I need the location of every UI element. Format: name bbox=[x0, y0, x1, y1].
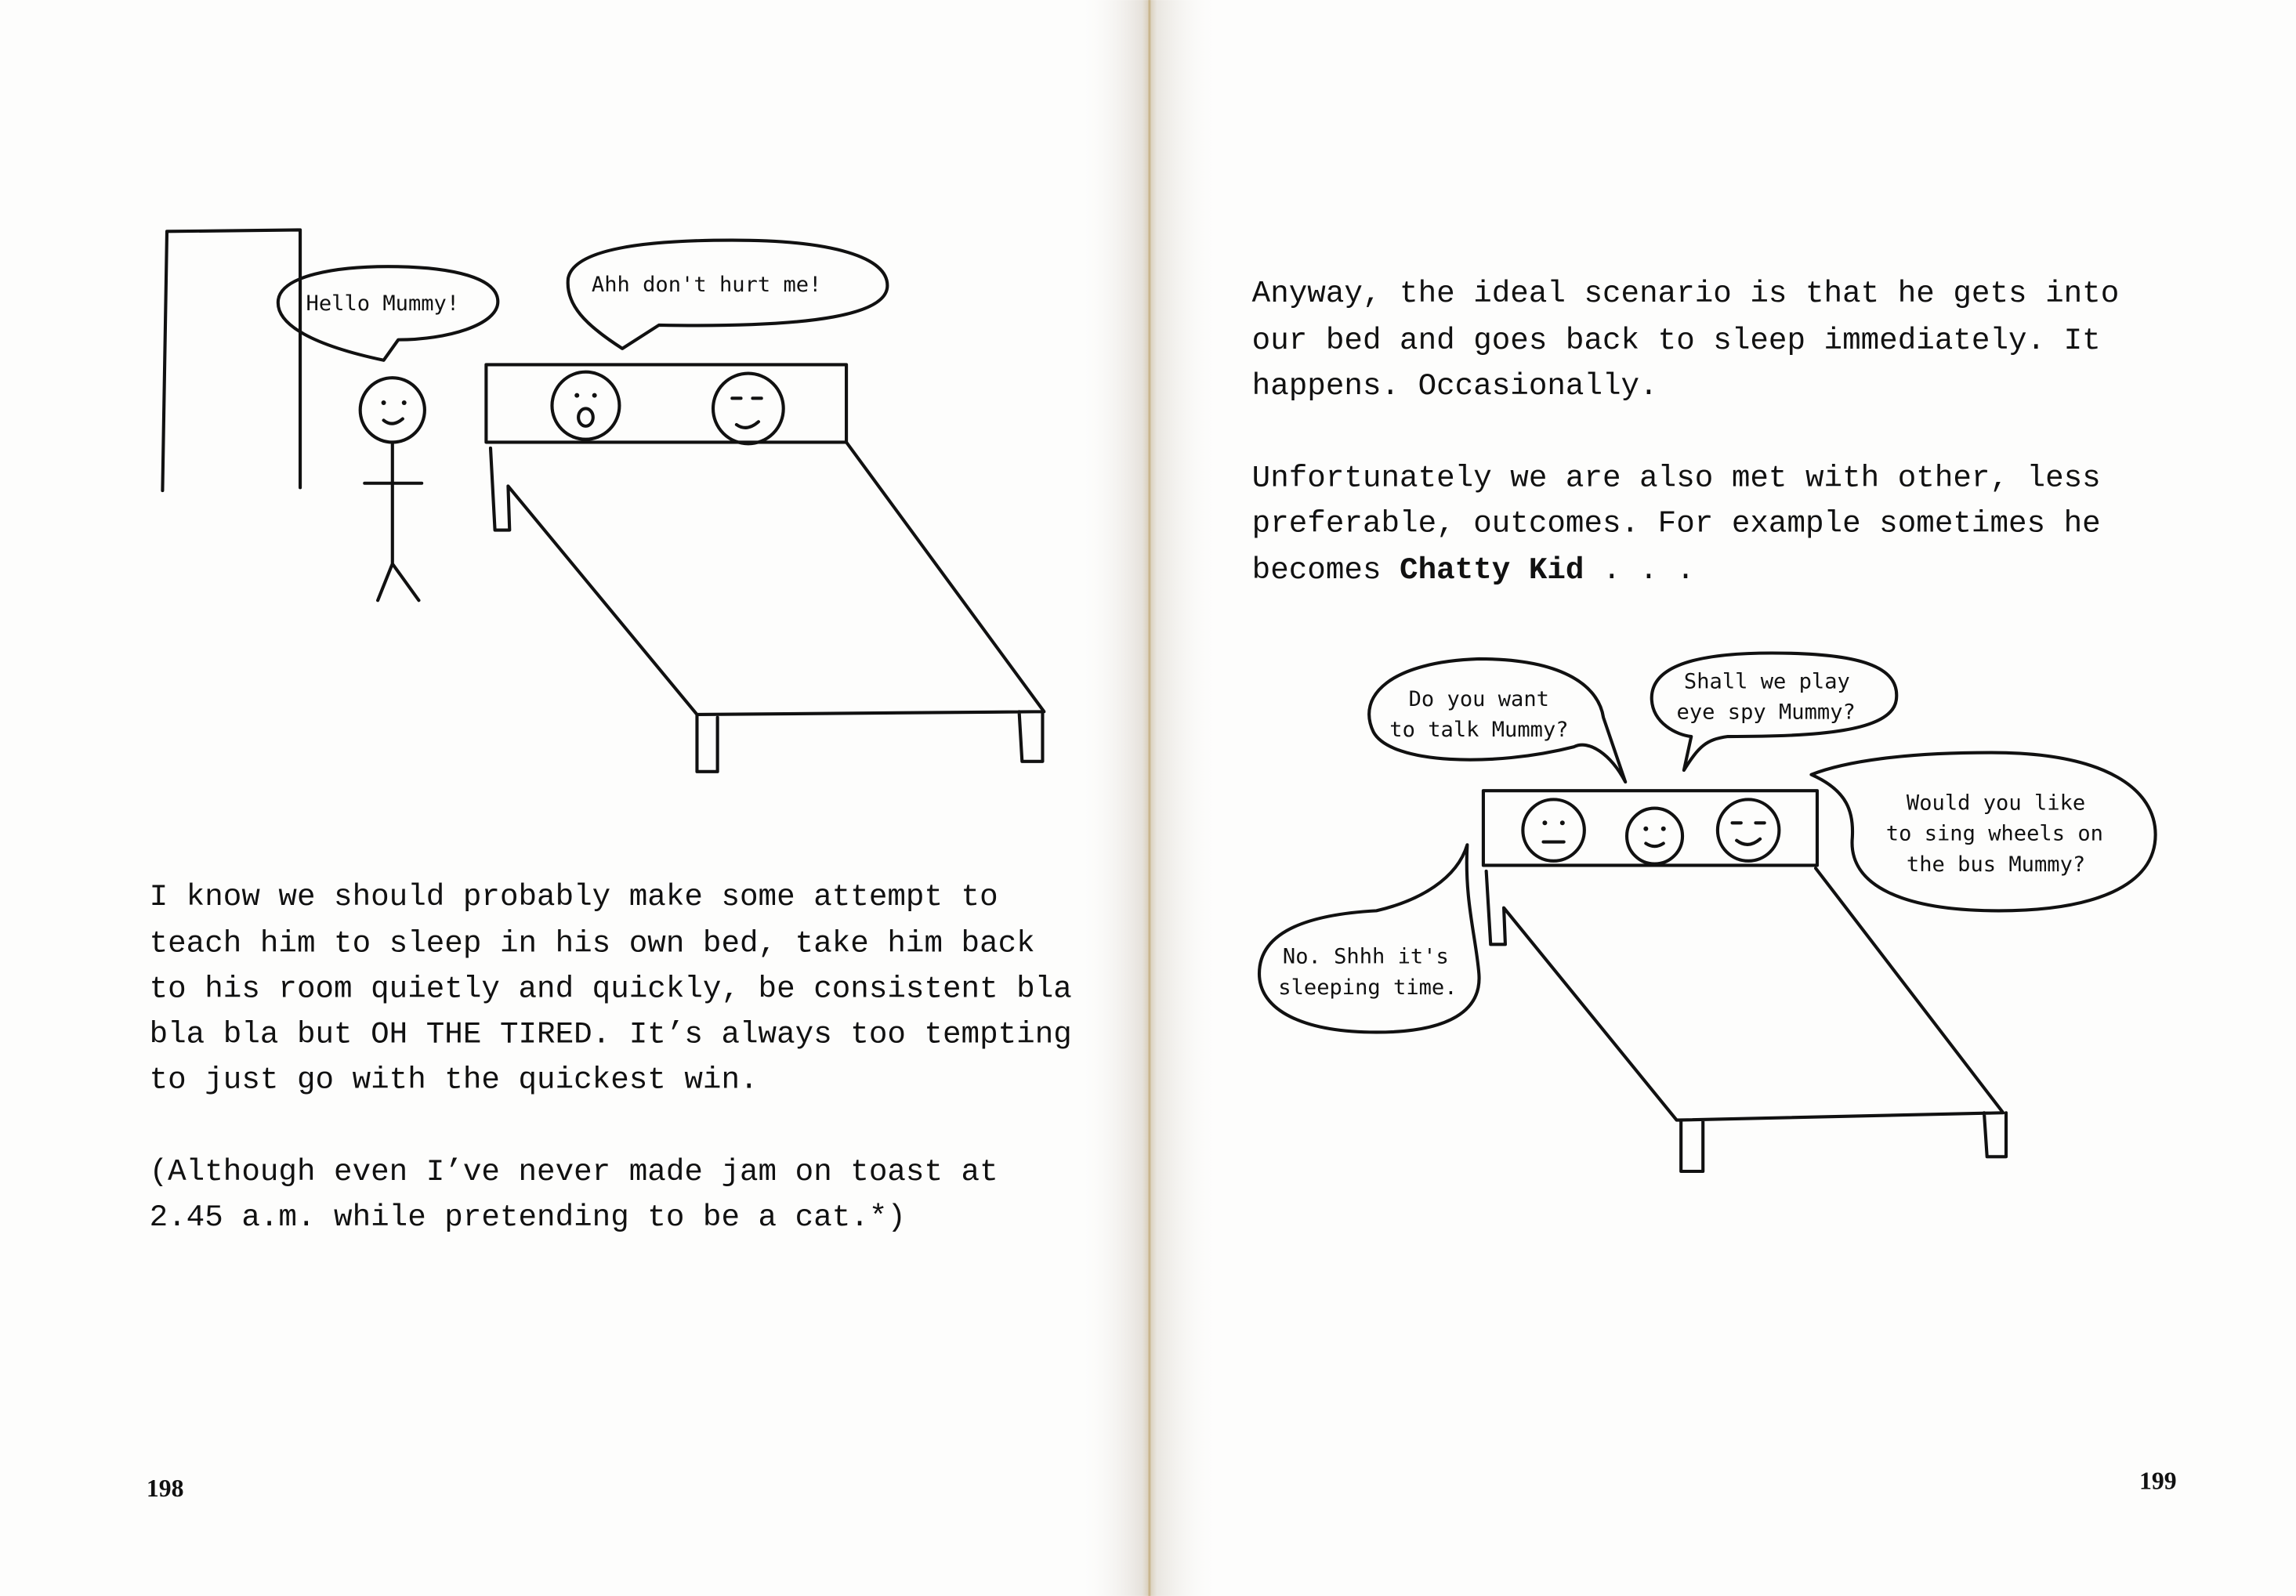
bubble-text-line: No. Shhh it's bbox=[1282, 944, 1449, 969]
bubble-text-line: eye spy Mummy? bbox=[1676, 700, 1856, 725]
text-line: Unfortunately we are also met with other, less bbox=[1251, 460, 2101, 496]
bubble-text-line: to sing wheels on bbox=[1885, 821, 2103, 846]
text-line: bla bla but OH THE TIRED. It’s always too tempting bbox=[149, 1016, 1072, 1052]
bubble-text-line: Do you want bbox=[1408, 686, 1549, 711]
text-line: preferable, outcomes. For example sometimes he bbox=[1251, 505, 2101, 541]
chatty-kid-emphasis: Chatty Kid bbox=[1400, 552, 1584, 588]
text-line: I know we should probably make some attempt to bbox=[149, 878, 998, 914]
bubble-text-line: to talk Mummy? bbox=[1389, 718, 1569, 743]
text-line: teach him to sleep in his own bed, take him back bbox=[149, 925, 1035, 961]
bubble-text-line: Shall we play bbox=[1683, 669, 1850, 694]
text-line: our bed and goes back to sleep immediately. It bbox=[1251, 322, 2101, 358]
bubble-text-parent: Ahh don't hurt me! bbox=[591, 272, 822, 297]
text-line: Anyway, the ideal scenario is that he gets into bbox=[1251, 276, 2120, 312]
text-line: to just go with the quickest win. bbox=[149, 1062, 759, 1098]
bubble-text-hello: Hello Mummy! bbox=[306, 291, 460, 317]
bubble-text-line: the bus Mummy? bbox=[1906, 852, 2086, 877]
text-line: happens. Occasionally. bbox=[1251, 367, 1658, 404]
text-line: to his room quietly and quickly, be consistent bla bbox=[149, 971, 1072, 1007]
text-span: becomes bbox=[1251, 552, 1400, 588]
text-span: . . . bbox=[1584, 552, 1695, 588]
text-line bbox=[1252, 552, 1695, 588]
bubble-text-line: sleeping time. bbox=[1278, 975, 1458, 1000]
page-number-left: 198 bbox=[146, 1474, 184, 1502]
page-number-right: 199 bbox=[2139, 1467, 2177, 1495]
bubble-text-line: Would you like bbox=[1906, 791, 2086, 816]
text-line: (Although even I’ve never made jam on toast at bbox=[149, 1154, 998, 1190]
text-line: 2.45 a.m. while pretending to be a cat.*) bbox=[149, 1200, 906, 1236]
